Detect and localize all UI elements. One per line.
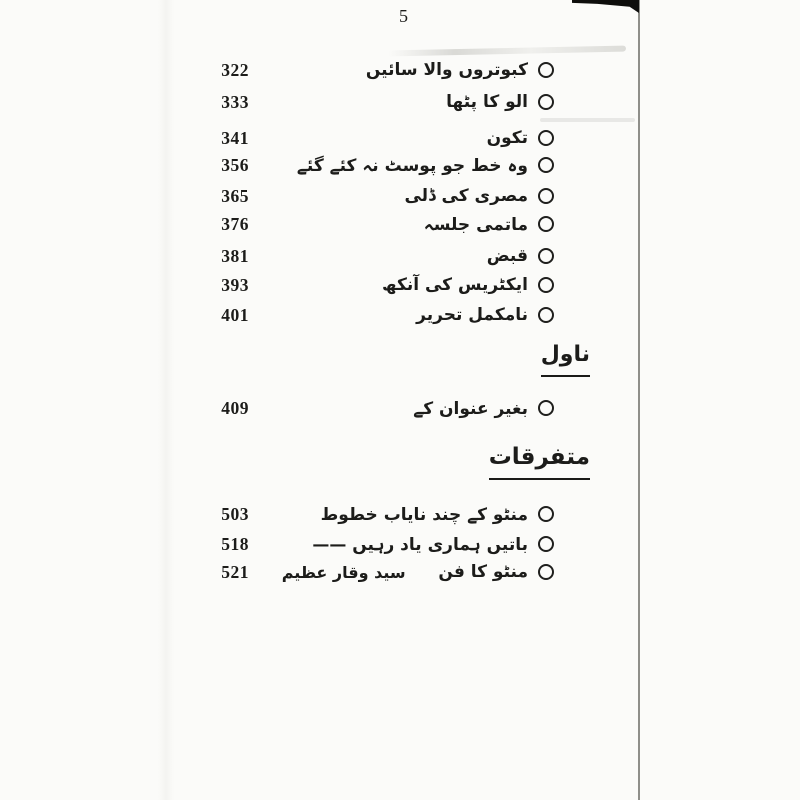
toc-title: باتیں ہماری یاد رہیں —— [312,534,528,555]
toc-page-number: 356 [221,154,249,175]
toc-entry [424,214,554,235]
toc-row [205,124,554,152]
toc-page-number: 322 [221,59,249,80]
toc-row [205,558,554,586]
circle-bullet-icon [538,188,554,204]
toc-title: منٹو کا فن [438,562,528,582]
toc-row [205,530,554,558]
toc-title: قبض [486,246,528,266]
circle-bullet-icon [538,277,554,293]
toc-row [205,182,554,210]
toc-entry [366,60,554,80]
circle-bullet-icon [538,62,554,78]
toc-title: منٹو کے چند نایاب خطوط [320,504,528,525]
section-heading-misc [489,444,590,480]
toc-row [205,301,554,329]
circle-bullet-icon [538,216,554,232]
toc-entry [312,534,554,555]
toc-page-number: 521 [221,561,249,582]
circle-bullet-icon [538,536,554,552]
toc-page-number: 409 [221,397,249,418]
toc-entry [413,398,554,419]
section-heading-novel [541,342,590,377]
toc-page-number: 503 [221,503,249,524]
toc-entry [416,305,554,325]
toc-author: سید وقار عظیم [281,562,406,582]
toc-title: تکون [486,128,528,148]
scan-smudge [388,46,626,57]
toc-page-number: 341 [221,127,249,148]
section-heading-text: ناول [541,342,590,377]
toc-entry [404,186,554,206]
toc-row [205,394,554,422]
toc-row [205,500,554,528]
circle-bullet-icon [538,130,554,146]
toc-row [205,56,554,84]
toc-title: بغیر عنوان کے [413,398,528,419]
toc-row [205,88,554,116]
toc-title: کبوتروں والا سائیں [365,60,528,80]
toc-row [205,210,554,238]
toc-title: الو کا پٹھا [446,92,528,112]
toc-row [205,151,554,179]
toc-row [205,271,554,299]
toc-page-number: 518 [221,533,249,554]
toc-title: وہ خط جو پوسٹ نہ کئے گئے [296,155,528,176]
circle-bullet-icon [538,400,554,416]
circle-bullet-icon [538,506,554,522]
toc-title: نامکمل تحریر [416,305,528,325]
toc-entry [438,562,554,582]
circle-bullet-icon [538,94,554,110]
toc-row [205,242,554,270]
toc-page-number: 393 [221,274,249,295]
toc-page-number: 381 [221,245,249,266]
toc-page-number: 365 [221,185,249,206]
toc-page-number: 333 [221,91,249,112]
circle-bullet-icon [538,307,554,323]
corner-scan-artifact [572,0,639,13]
toc-title: ماتمی جلسہ [423,214,528,235]
scan-smudge [540,118,635,122]
toc-entry [382,275,554,295]
left-margin-shading [158,0,174,800]
toc-entry [321,504,554,525]
toc-entry [446,92,554,112]
toc-title: مصری کی ڈلی [404,186,528,206]
toc-entry [297,155,554,176]
toc-entry [487,128,554,148]
circle-bullet-icon [538,157,554,173]
toc-page-number: 376 [221,213,249,234]
circle-bullet-icon [538,248,554,264]
circle-bullet-icon [538,564,554,580]
toc-page-number: 401 [221,304,249,325]
section-heading-text: متفرقات [489,444,590,480]
toc-entry [487,246,554,266]
folio-page-number: 5 [399,6,409,26]
toc-title: ایکٹریس کی آنکھ [381,275,528,295]
page-edge-line [638,0,640,800]
